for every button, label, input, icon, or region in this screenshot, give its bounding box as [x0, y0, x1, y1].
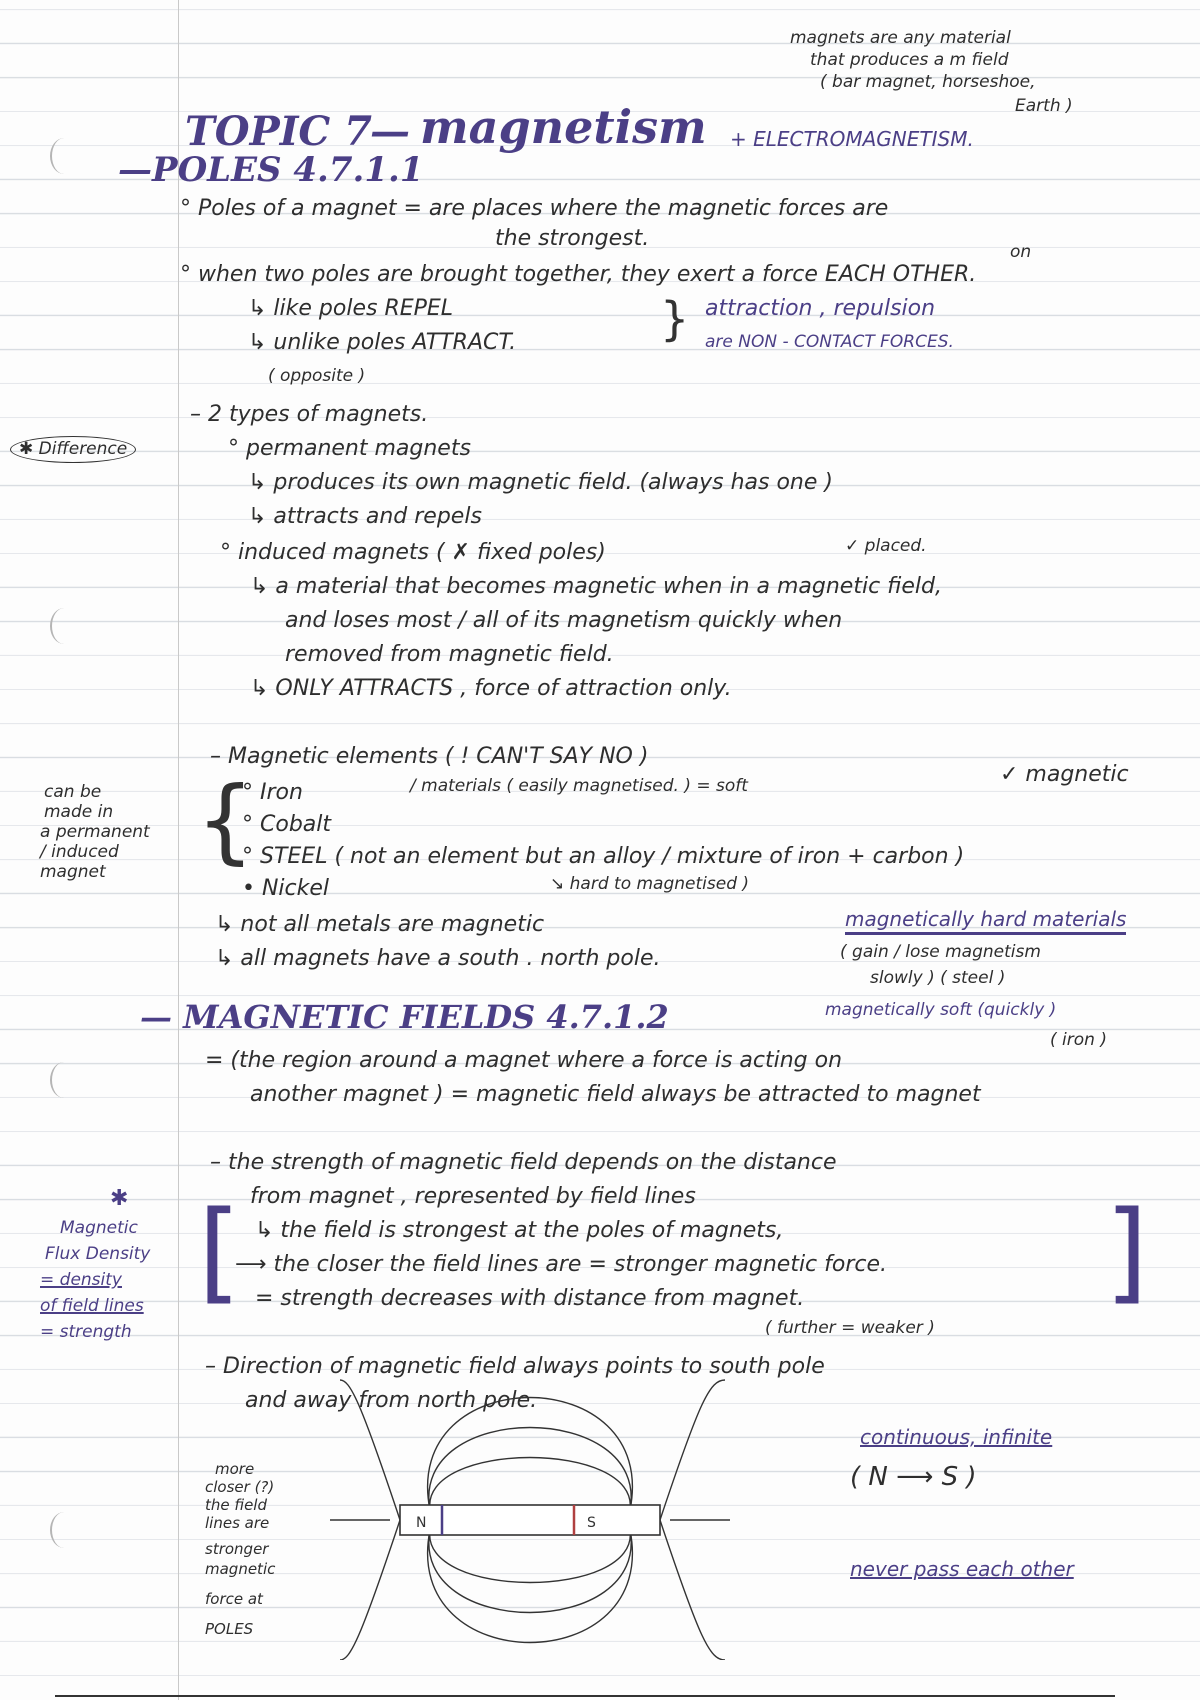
fields-side-star: ✱ [110, 1186, 129, 1211]
elements-side-line: magnet [40, 862, 106, 882]
fields-side-line: = density [40, 1270, 122, 1290]
elements-gain: ( gain / lose magnetism [840, 942, 1041, 962]
binder-ring-hole [50, 608, 78, 644]
diagram-ns: ( N ⟶ S ) [850, 1462, 977, 1492]
diagram-side-line: lines are [205, 1514, 270, 1532]
bar-magnet [400, 1505, 660, 1535]
diagram-side-line: the field [205, 1496, 267, 1514]
section-heading-fields: — MAGNETIC FIELDS 4.7.1.2 [140, 998, 669, 1036]
note-top-right-line: that produces a m field [810, 50, 1009, 70]
title-sub: + ELECTROMAGNETISM. [730, 127, 974, 151]
fields-strength-4: ⟶ the closer the field lines are = stronger magnetic force. [235, 1252, 888, 1277]
types-permanent: ° permanent magnets [228, 436, 471, 461]
fields-strength-5: = strength decreases with distance from magnet. [255, 1286, 805, 1311]
types-induced-2: and loses most / all of its magnetism quickly when [285, 608, 843, 633]
bracket-right: ] [1105, 1187, 1148, 1315]
difference-label: ✱ Difference [10, 436, 136, 463]
north-pole-label: N [416, 1515, 427, 1531]
elements-materials: / materials ( easily magnetised. ) = soft [410, 776, 748, 796]
element-steel: ° STEEL ( not an element but an alloy / mixture of iron + carbon ) [242, 844, 965, 869]
elements-intro: – Magnetic elements ( ! CAN'T SAY NO ) [210, 744, 649, 769]
note-top-right-line: Earth ) [1015, 96, 1073, 116]
fields-direction-1: – Direction of magnetic field always points to south pole [205, 1354, 825, 1379]
elements-not-all: ↳ not all metals are magnetic [215, 912, 545, 937]
field-line [660, 1520, 725, 1660]
fields-strength-2: from magnet , represented by field lines [250, 1184, 696, 1209]
field-line [430, 1458, 631, 1511]
types-induced-1: ↳ a material that becomes magnetic when in a magnetic field, [250, 574, 942, 599]
binder-ring-hole [50, 1062, 78, 1098]
brace: } [660, 292, 690, 346]
types-induced: ° induced magnets ( ✗ fixed poles) [220, 540, 606, 565]
elements-side-line: / induced [40, 842, 119, 862]
poles-like: ↳ like poles REPEL [248, 296, 454, 321]
title-dash: — [370, 108, 410, 155]
fields-side-line: Flux Density [45, 1244, 151, 1264]
fields-def-1: = (the region around a magnet where a force is acting on [205, 1048, 843, 1073]
poles-bullet-1: ° Poles of a magnet = are places where the magnetic forces are [180, 196, 889, 221]
fields-side-line: Magnetic [60, 1218, 138, 1238]
field-line [340, 1380, 400, 1520]
elements-slowly: slowly ) ( steel ) [870, 968, 1006, 988]
bar-magnet-diagram [330, 1340, 730, 1660]
binder-ring-hole [50, 1512, 78, 1548]
diagram-side-line: stronger [205, 1540, 269, 1558]
elements-side-line: can be [44, 782, 102, 802]
poles-bullet-1-cont: the strongest. [495, 226, 650, 251]
fields-strength-6: ( further = weaker ) [765, 1318, 935, 1338]
title-topic: TOPIC 7 [185, 108, 372, 155]
poles-on: on [1010, 242, 1032, 262]
element-cobalt: ° Cobalt [242, 812, 331, 837]
elements-side-line: a permanent [40, 822, 150, 842]
fields-direction-2: and away from north pole. [245, 1388, 538, 1413]
types-induced-3: removed from magnetic field. [285, 642, 614, 667]
field-line [660, 1380, 725, 1520]
element-iron: ° Iron [242, 780, 303, 805]
footer-line [55, 1695, 1115, 1697]
bracket-left: [ [198, 1187, 241, 1315]
binder-ring-hole [50, 138, 78, 174]
diagram-continuous: continuous, infinite [860, 1425, 1053, 1449]
fields-strength-3: ↳ the field is strongest at the poles of magnets, [255, 1218, 784, 1243]
fields-side-line: = strength [40, 1322, 132, 1342]
note-top-right-line: magnets are any material [790, 28, 1011, 48]
brace-left: { [196, 767, 255, 874]
diagram-side-line: magnetic [205, 1560, 276, 1578]
poles-opposite: ( opposite ) [268, 366, 366, 386]
diagram-side-line: force at [205, 1590, 263, 1608]
fields-strength-1: – the strength of magnetic field depends on the distance [210, 1150, 837, 1175]
elements-all-magnets: ↳ all magnets have a south . north pole. [215, 946, 661, 971]
south-pole-label: S [587, 1515, 596, 1531]
field-line [429, 1530, 631, 1613]
field-line [428, 1398, 633, 1511]
margin-line [178, 0, 179, 1700]
diagram-side-line: POLES [205, 1620, 254, 1638]
elements-side-line: made in [44, 802, 114, 822]
field-line [428, 1530, 633, 1643]
element-steel-hard: ↘ hard to magnetised ) [550, 874, 750, 894]
note-top-right-line: ( bar magnet, horseshoe, [820, 72, 1036, 92]
poles-noncontact: are NON - CONTACT FORCES. [705, 332, 954, 352]
diagram-never: never pass each other [850, 1557, 1074, 1581]
elements-iron-2: ( iron ) [1050, 1030, 1107, 1050]
diagram-side-line: closer (?) [205, 1478, 275, 1496]
poles-attraction: attraction , repulsion [705, 296, 936, 321]
element-nickel: • Nickel [242, 876, 330, 901]
types-permanent-2: ↳ attracts and repels [248, 504, 482, 529]
poles-bullet-2: ° when two poles are brought together, they exert a force EACH OTHER. [180, 262, 977, 287]
diagram-side-line: more [215, 1460, 255, 1478]
field-line [429, 1428, 631, 1511]
elements-hard-materials: magnetically hard materials [845, 906, 1126, 935]
elements-magnetic: ✓ magnetic [1000, 762, 1129, 787]
field-line [340, 1520, 400, 1660]
types-permanent-1: ↳ produces its own magnetic field. (always has one ) [248, 470, 833, 495]
types-placed: ✓ placed. [845, 536, 927, 556]
poles-unlike: ↳ unlike poles ATTRACT. [248, 330, 517, 355]
section-heading-poles: —POLES 4.7.1.1 [118, 150, 424, 190]
types-intro: – 2 types of magnets. [190, 402, 429, 427]
title-main: magnetism [420, 100, 707, 154]
fields-def-2: another magnet ) = magnetic field always be attracted to magnet [250, 1082, 981, 1107]
elements-soft-materials: magnetically soft (quickly ) [825, 1000, 1057, 1020]
types-induced-4: ↳ ONLY ATTRACTS , force of attraction only. [250, 676, 732, 701]
fields-side-line: of field lines [40, 1296, 144, 1316]
field-line [430, 1530, 631, 1583]
